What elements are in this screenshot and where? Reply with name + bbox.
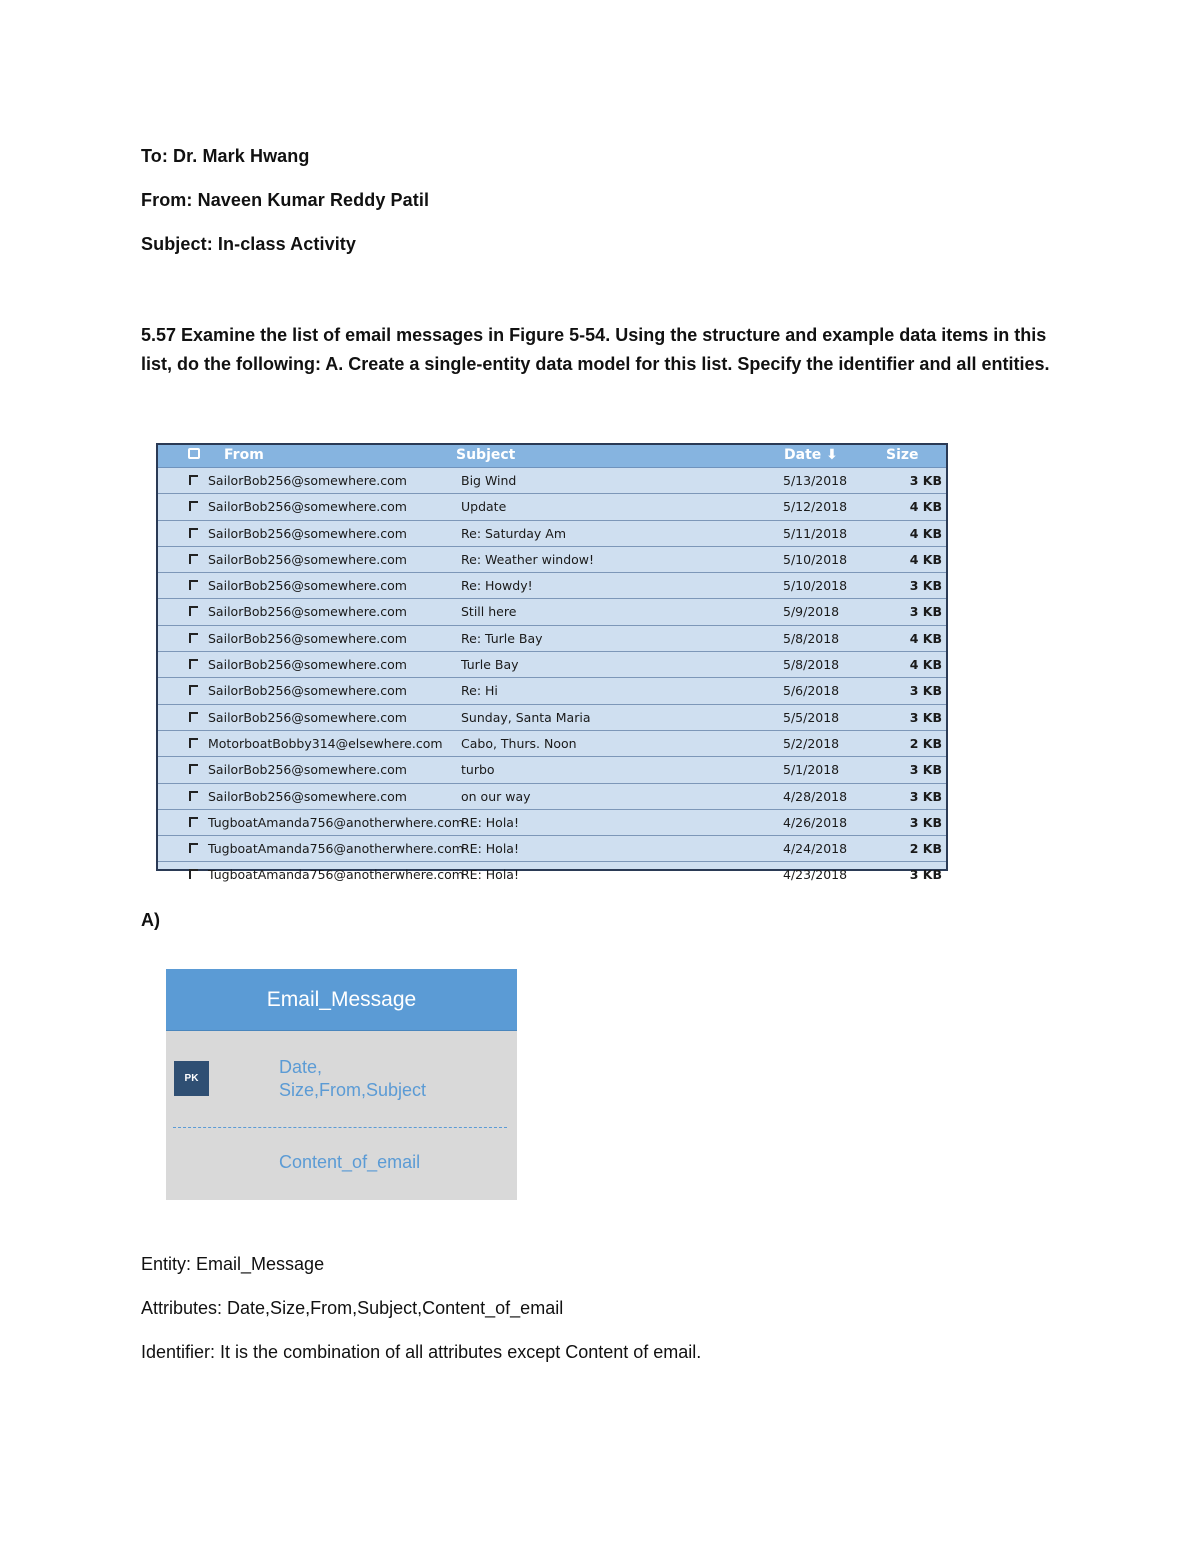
row-size: 3 KB — [909, 762, 942, 778]
email-row — [158, 810, 946, 836]
pk-badge: PK — [174, 1061, 209, 1096]
email-row — [158, 705, 946, 731]
row-checkbox-icon — [189, 712, 198, 722]
entity-divider — [173, 1127, 507, 1128]
row-date: 5/11/2018 — [783, 525, 848, 541]
email-row — [158, 862, 946, 887]
row-checkbox-icon — [189, 633, 198, 643]
row-date: 5/2/2018 — [783, 735, 840, 751]
row-date: 5/9/2018 — [783, 604, 840, 620]
row-size: 3 KB — [909, 788, 942, 804]
email-row — [158, 784, 946, 810]
row-from: SailorBob256@somewhere.com — [208, 473, 407, 488]
header-size: Size — [886, 447, 919, 463]
email-row — [158, 836, 946, 862]
row-subject: Re: Weather window! — [461, 551, 595, 567]
row-date: 4/24/2018 — [783, 841, 848, 857]
row-checkbox-icon — [189, 685, 198, 695]
row-date: 5/6/2018 — [783, 683, 840, 699]
row-date: 4/26/2018 — [783, 814, 848, 830]
email-row — [158, 652, 946, 678]
row-size: 4 KB — [909, 551, 942, 567]
row-from: MotorboatBobby314@elsewhere.com — [208, 735, 443, 751]
row-date: 5/8/2018 — [783, 657, 840, 673]
row-subject: Re: Howdy! — [461, 578, 533, 594]
row-checkbox-icon — [189, 869, 198, 879]
row-from: SailorBob256@somewhere.com — [208, 499, 407, 515]
entity-diagram — [166, 969, 517, 1200]
row-checkbox-icon — [189, 843, 198, 853]
row-date: 5/10/2018 — [783, 578, 848, 594]
row-checkbox-icon — [189, 528, 198, 538]
row-date: 5/8/2018 — [783, 630, 840, 646]
email-row — [158, 573, 946, 599]
section-a-label: A) — [141, 910, 160, 930]
row-size: 3 KB — [909, 867, 942, 883]
row-subject: RE: Hola! — [461, 867, 519, 883]
row-checkbox-icon — [189, 764, 198, 774]
row-size: 3 KB — [909, 578, 942, 594]
email-list-header — [158, 445, 946, 468]
email-row — [158, 757, 946, 783]
row-size: 3 KB — [909, 473, 942, 488]
row-subject: Update — [461, 499, 507, 515]
memo-from-line: From: Naveen Kumar Reddy Patil — [141, 190, 430, 210]
row-subject: turbo — [461, 762, 495, 778]
row-subject: Cabo, Thurs. Noon — [461, 735, 577, 751]
row-size: 3 KB — [909, 683, 942, 699]
row-checkbox-icon — [189, 580, 198, 590]
row-subject: RE: Hola! — [461, 814, 519, 830]
summary-entity: Entity: Email_Message — [141, 1254, 325, 1274]
row-subject: Sunday, Santa Maria — [461, 709, 591, 725]
email-row — [158, 547, 946, 573]
row-size: 2 KB — [909, 735, 942, 751]
row-subject: Turle Bay — [461, 657, 519, 673]
row-from: TugboatAmanda756@anotherwhere.com — [208, 841, 464, 857]
row-from: TugboatAmanda756@anotherwhere.com — [208, 867, 464, 883]
memo-subject-line: Subject: In-class Activity — [141, 234, 356, 254]
row-from: SailorBob256@somewhere.com — [208, 657, 407, 673]
row-date: 5/12/2018 — [783, 499, 848, 515]
email-row — [158, 626, 946, 652]
pk-attributes-line-1: Date, — [279, 1057, 323, 1077]
email-row — [158, 468, 946, 494]
row-checkbox-icon — [189, 475, 198, 485]
email-row — [158, 494, 946, 520]
row-checkbox-icon — [189, 791, 198, 801]
pk-attributes-line-2: Size,From,Subject — [279, 1080, 427, 1100]
row-from: TugboatAmanda756@anotherwhere.com — [208, 814, 464, 830]
row-subject: Re: Saturday Am — [461, 525, 567, 541]
row-from: SailorBob256@somewhere.com — [208, 630, 407, 646]
row-checkbox-icon — [189, 738, 198, 748]
row-from: SailorBob256@somewhere.com — [208, 762, 407, 778]
row-date: 5/1/2018 — [783, 762, 840, 778]
row-date: 5/5/2018 — [783, 709, 840, 725]
row-subject: Still here — [461, 604, 517, 620]
row-checkbox-icon — [189, 606, 198, 616]
email-row — [158, 731, 946, 757]
row-checkbox-icon — [189, 501, 198, 511]
row-from: SailorBob256@somewhere.com — [208, 604, 407, 620]
email-list-rows — [158, 468, 946, 888]
row-date: 4/28/2018 — [783, 788, 848, 804]
non-key-attribute: Content_of_email — [279, 1152, 421, 1172]
row-size: 4 KB — [909, 525, 942, 541]
summary-attributes: Attributes: Date,Size,From,Subject,Content_of_email — [141, 1298, 564, 1318]
row-from: SailorBob256@somewhere.com — [208, 551, 407, 567]
row-subject: Re: Turle Bay — [461, 630, 543, 646]
row-size: 4 KB — [909, 499, 942, 515]
summary-identifier: Identifier: It is the combination of all attributes except Content of email. — [141, 1342, 702, 1362]
email-row — [158, 599, 946, 625]
row-date: 4/23/2018 — [783, 867, 848, 883]
pk-attributes — [279, 1056, 509, 1102]
row-checkbox-icon — [189, 817, 198, 827]
row-from: SailorBob256@somewhere.com — [208, 525, 407, 541]
row-date: 5/10/2018 — [783, 551, 848, 567]
row-size: 3 KB — [909, 709, 942, 725]
row-from: SailorBob256@somewhere.com — [208, 709, 407, 725]
row-size: 3 KB — [909, 814, 942, 830]
header-from: From — [224, 447, 264, 463]
row-size: 4 KB — [909, 630, 942, 646]
row-size: 4 KB — [909, 657, 942, 673]
entity-title: Email_Message — [166, 969, 517, 1031]
row-date: 5/13/2018 — [783, 473, 848, 488]
row-from: SailorBob256@somewhere.com — [208, 683, 407, 699]
email-row — [158, 521, 946, 547]
row-checkbox-icon — [189, 659, 198, 669]
memo-to-line: To: Dr. Mark Hwang — [141, 146, 310, 166]
question-text: 5.57 Examine the list of email messages in Figure 5-54. Using the structure and example data items in this list, do the following: A. Create a single-entity data model for this list. Specify the identifier and all entities. — [141, 325, 1050, 374]
row-subject: RE: Hola! — [461, 841, 519, 857]
row-size: 3 KB — [909, 604, 942, 620]
select-all-checkbox-icon — [188, 448, 200, 459]
header-subject: Subject — [456, 447, 516, 463]
row-subject: on our way — [461, 788, 531, 804]
row-size: 2 KB — [909, 841, 942, 857]
header-date: Date ⬇ — [784, 447, 838, 463]
row-subject: Big Wind — [461, 473, 517, 488]
row-checkbox-icon — [189, 554, 198, 564]
row-from: SailorBob256@somewhere.com — [208, 578, 407, 594]
email-row — [158, 678, 946, 704]
row-from: SailorBob256@somewhere.com — [208, 788, 407, 804]
email-list-figure — [156, 443, 948, 883]
row-subject: Re: Hi — [461, 683, 498, 699]
